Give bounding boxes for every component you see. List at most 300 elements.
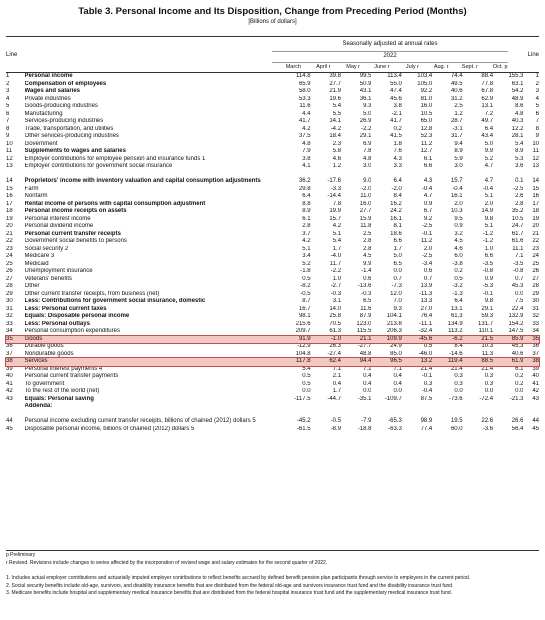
- value-cell: 76.4: [420, 313, 433, 319]
- row-label: Nondurable goods: [24, 350, 74, 357]
- value-cell: 65.0: [420, 118, 433, 124]
- value-cell: 85.0: [390, 350, 402, 357]
- line-number: 16: [6, 193, 13, 199]
- value-cell: 7.8: [363, 148, 372, 154]
- value-cell: 5.5: [332, 110, 342, 117]
- value-cell: 11.2: [421, 238, 433, 244]
- value-cell: 4.2: [302, 125, 311, 132]
- note-revised: r Revised. Revisions include changes to series affected by the incorporation of revised wage and salary estimates for the second quarter of 2022.: [6, 559, 328, 566]
- value-cell: 11.3: [481, 350, 494, 357]
- value-cell: 0.3: [423, 380, 433, 387]
- row-label: Social security 2: [24, 245, 69, 252]
- value-cell: 8.4: [454, 343, 463, 349]
- line-number: 37: [6, 350, 13, 357]
- value-cell: 40.6: [511, 350, 524, 357]
- value-cell: 9.8: [484, 215, 494, 222]
- value-cell: 13.9: [420, 283, 433, 289]
- value-cell: 21.5: [463, 336, 493, 344]
- value-cell: 43.1: [359, 88, 372, 94]
- value-cell: 3.2: [454, 230, 463, 237]
- line-number: 20: [6, 223, 13, 229]
- row-label: Goods-producing industries: [24, 103, 98, 109]
- value-cell: -1.0: [311, 336, 341, 344]
- value-cell: 0.3: [454, 380, 463, 387]
- value-cell: 31.2: [450, 95, 463, 102]
- value-cell: 11.6: [360, 305, 372, 312]
- value-cell: 7.1: [363, 365, 372, 372]
- value-cell: 65.9: [298, 80, 311, 87]
- line-number: 6: [6, 110, 10, 117]
- value-cell: 60.0: [450, 425, 463, 432]
- value-cell: 88.5: [463, 358, 493, 366]
- row-label: Trade, transportation, and utilities: [24, 125, 114, 132]
- value-cell: 2.5: [454, 103, 463, 109]
- value-cell: -3.3: [330, 185, 342, 192]
- value-cell: 40.6: [450, 88, 463, 94]
- value-cell: 109.9: [371, 336, 401, 344]
- value-cell: 8.9: [454, 148, 463, 154]
- value-cell: 49.5: [450, 80, 463, 87]
- month-header: July r: [405, 64, 419, 70]
- value-cell: -2.5: [421, 253, 433, 259]
- value-cell: -21.3: [509, 395, 524, 402]
- value-cell: 7.6: [393, 148, 402, 154]
- value-cell: [341, 403, 371, 411]
- value-cell: 41.7: [298, 118, 311, 124]
- value-cell: [463, 403, 493, 411]
- value-cell: -17.6: [327, 178, 342, 184]
- month-header: March: [285, 64, 301, 70]
- value-cell: 10.3: [481, 343, 494, 349]
- value-cell: 5.1: [484, 193, 494, 199]
- table-row: [6, 141, 539, 149]
- line-number: 45: [6, 425, 13, 432]
- value-cell: 155.3: [508, 73, 524, 79]
- row-label: Equals: Disposable personal income: [24, 313, 130, 319]
- table-row: [6, 396, 539, 404]
- line-number: 7: [6, 118, 10, 124]
- value-cell: -32.4: [418, 328, 433, 334]
- value-cell: 3.0: [454, 163, 463, 169]
- table-row: [6, 351, 539, 359]
- value-cell: 21.4: [420, 365, 433, 372]
- value-cell: 45.3: [511, 343, 524, 349]
- value-cell: -2.1: [391, 110, 402, 117]
- row-label: Disposable personal income, billions of chained (2012) dollars 5: [24, 425, 195, 432]
- value-cell: 16.1: [390, 215, 402, 222]
- value-cell: 113.4: [387, 73, 402, 79]
- line-number-right: 8: [535, 125, 539, 132]
- line-number: 8: [6, 125, 10, 132]
- line-number-right: 7: [535, 118, 539, 124]
- line-number-right: 26: [532, 268, 539, 274]
- value-cell: 0.4: [363, 373, 372, 379]
- line-number: 25: [6, 260, 13, 267]
- line-number-right: 19: [532, 215, 539, 222]
- line-number: 15: [6, 185, 13, 192]
- value-cell: 91.9: [280, 336, 310, 344]
- line-number-right: 27: [532, 275, 539, 282]
- value-cell: 0.5: [454, 275, 463, 282]
- value-cell: 6.1: [423, 155, 433, 162]
- value-cell: 1.7: [393, 245, 402, 252]
- value-cell: 13.2: [402, 358, 432, 366]
- row-label: Supplements to wages and salaries: [24, 148, 126, 154]
- value-cell: 6.9: [363, 140, 372, 147]
- line-number-right: 31: [532, 305, 539, 312]
- value-cell: 49.7: [481, 118, 494, 124]
- table-row: [6, 313, 539, 321]
- row-label: Medicare 3: [24, 253, 55, 259]
- value-cell: 7.8: [332, 200, 342, 207]
- value-cell: -109.7: [384, 395, 402, 402]
- table-row: [6, 366, 539, 374]
- line-number-right: 5: [535, 103, 539, 109]
- table-row: [6, 328, 539, 336]
- value-cell: 52.3: [420, 133, 433, 139]
- value-cell: 5.4: [332, 238, 342, 244]
- value-cell: -45.2: [296, 418, 311, 424]
- value-cell: 11.1: [512, 245, 524, 252]
- value-cell: 24.9: [390, 343, 402, 349]
- value-cell: 9.0: [363, 178, 372, 184]
- table-title: Table 3. Personal Income and Its Disposition, Change from Preceding Period (Months): [78, 6, 467, 17]
- row-label: Farm: [24, 185, 39, 192]
- value-cell: 0.2: [393, 125, 402, 132]
- line-number-right: 21: [532, 230, 539, 237]
- value-cell: -3.1: [452, 125, 463, 132]
- value-cell: -14.4: [327, 193, 342, 199]
- table-row: [6, 283, 539, 291]
- value-cell: 5.4: [332, 103, 342, 109]
- value-cell: 5.1: [302, 245, 311, 252]
- row-label: Personal consumption expenditures: [24, 328, 120, 334]
- row-label: Other current transfer receipts, from business (net): [24, 290, 160, 297]
- line-number-right: 25: [532, 260, 539, 267]
- value-cell: 0.3: [484, 373, 494, 379]
- value-cell: 119.4: [432, 358, 462, 366]
- value-cell: 4.5: [363, 253, 372, 259]
- value-cell: -8.9: [330, 425, 342, 432]
- year-header: 2022: [272, 51, 508, 59]
- table-row: [6, 388, 539, 396]
- value-cell: 98.1: [298, 313, 311, 319]
- value-cell: -117.5: [294, 395, 311, 402]
- value-cell: -7.3: [391, 283, 402, 289]
- value-cell: -1.2: [482, 230, 494, 237]
- value-cell: 7.1: [393, 365, 402, 372]
- value-cell: 50.9: [359, 80, 372, 87]
- value-cell: -0.5: [300, 290, 311, 297]
- value-cell: 154.2: [508, 320, 524, 327]
- value-cell: 9.5: [454, 215, 463, 222]
- line-number: 44: [6, 418, 13, 424]
- value-cell: 2.8: [363, 238, 372, 244]
- value-cell: -7.9: [361, 418, 372, 424]
- value-cell: -1.2: [482, 238, 494, 244]
- value-cell: -44.7: [327, 395, 342, 402]
- line-number: 23: [6, 245, 13, 252]
- value-cell: 4.2: [332, 223, 342, 229]
- value-cell: 0.6: [363, 275, 372, 282]
- line-number-right: 14: [532, 178, 539, 184]
- value-cell: 12.2: [511, 125, 524, 132]
- line-number: 12: [6, 155, 13, 162]
- value-cell: 0.9: [454, 223, 463, 229]
- value-cell: 4.8: [515, 110, 524, 117]
- line-number: 19: [6, 215, 13, 222]
- value-cell: 4.3: [423, 178, 433, 184]
- value-cell: 0.4: [363, 380, 372, 387]
- row-label: Other services-producing industries: [24, 133, 119, 139]
- line-number: 26: [6, 268, 13, 274]
- value-cell: 41.5: [390, 133, 402, 139]
- line-number-right: 33: [532, 320, 539, 327]
- value-cell: 15.7: [329, 215, 342, 222]
- month-header: Sept. r: [461, 64, 478, 70]
- line-number-right: 10: [532, 140, 539, 147]
- value-cell: -3.4: [421, 260, 433, 267]
- value-cell: 0.4: [393, 373, 402, 379]
- value-cell: -14.6: [448, 350, 463, 357]
- line-number: 13: [6, 163, 13, 169]
- value-cell: 13.3: [420, 298, 433, 304]
- value-cell: [311, 403, 341, 411]
- row-label: Personal current transfer receipts: [24, 230, 121, 237]
- value-cell: 134.9: [447, 320, 463, 327]
- value-cell: -2.5: [421, 223, 433, 229]
- value-cell: 3.1: [332, 298, 342, 304]
- line-number-right: 2: [535, 80, 539, 87]
- value-cell: -65.3: [388, 418, 402, 424]
- value-cell: 41.7: [390, 118, 402, 124]
- value-cell: -0.1: [421, 230, 433, 237]
- value-cell: 2.3: [332, 140, 342, 147]
- value-cell: 215.6: [295, 320, 311, 327]
- value-cell: 14.9: [481, 208, 494, 214]
- value-cell: 26.3: [329, 343, 342, 349]
- value-cell: 2.6: [515, 193, 524, 199]
- value-cell: 77.4: [420, 425, 433, 432]
- value-cell: 5.9: [454, 155, 463, 162]
- value-cell: -2.2: [330, 268, 342, 274]
- value-cell: -45.6: [402, 336, 432, 344]
- line-number-right: 30: [532, 298, 539, 304]
- row-label: Personal income receipts on assets: [24, 208, 127, 214]
- line-header-right: Line: [527, 52, 539, 58]
- value-cell: 0.0: [515, 290, 524, 297]
- value-cell: 22.6: [481, 418, 494, 424]
- table-row: [6, 171, 539, 186]
- value-cell: 6.1: [302, 215, 311, 222]
- line-number-right: 11: [532, 148, 539, 154]
- value-cell: 1.0: [332, 275, 342, 282]
- value-cell: 36.1: [359, 95, 372, 102]
- value-cell: 0.7: [515, 275, 524, 282]
- line-number-right: 44: [532, 418, 539, 424]
- table-row: [6, 216, 539, 224]
- value-cell: -3.5: [482, 260, 494, 267]
- value-cell: -46.0: [418, 350, 433, 357]
- value-cell: [402, 403, 432, 411]
- table-row: [6, 231, 539, 239]
- bottom-rule: [6, 550, 539, 551]
- row-label: Less: Contributions for government social insurance, domestic: [24, 298, 206, 304]
- line-number-right: 38: [523, 358, 539, 366]
- line-number: 27: [6, 275, 13, 282]
- row-label: Proprietors' income with inventory valuation and capital consumption adjustments: [24, 178, 261, 184]
- value-cell: 39.8: [329, 73, 342, 79]
- value-cell: 9.9: [363, 260, 372, 267]
- value-cell: 0.2: [515, 380, 524, 387]
- table-row: [6, 411, 539, 426]
- value-cell: 1.2: [454, 110, 463, 117]
- row-label: To government: [24, 380, 65, 387]
- value-cell: 5.0: [484, 140, 494, 147]
- value-cell: 19.9: [329, 208, 342, 214]
- value-cell: 8.8: [302, 200, 311, 207]
- value-cell: 48.8: [359, 350, 372, 357]
- line-number-right: 40: [532, 373, 539, 379]
- table-row: [6, 186, 539, 194]
- table-subtitle: [Billions of dollars]: [248, 19, 297, 25]
- table-row: [6, 208, 539, 216]
- row-label: Goods: [25, 336, 281, 344]
- table-row: [6, 321, 539, 329]
- row-label: Wages and salaries: [24, 88, 81, 94]
- line-number: 4: [6, 95, 10, 102]
- value-cell: 15.7: [450, 178, 463, 184]
- line-number-right: 42: [532, 388, 539, 394]
- line-number-right: 23: [532, 245, 539, 252]
- line-number: 39: [6, 365, 13, 372]
- month-header: Aug. r: [433, 64, 449, 70]
- value-cell: 29.8: [298, 185, 311, 192]
- value-cell: 87.5: [420, 395, 433, 402]
- line-number-right: 15: [532, 185, 539, 192]
- value-cell: [493, 403, 523, 411]
- value-cell: -11.1: [419, 320, 433, 327]
- value-cell: -0.4: [482, 185, 494, 192]
- value-cell: 0.3: [484, 380, 494, 387]
- value-cell: 8.7: [302, 298, 311, 304]
- value-cell: 4.2: [302, 238, 311, 244]
- value-cell: 4.1: [302, 163, 311, 169]
- note-3: 3. Medicare benefits include hospital and supplementary medical insurance benefits that are distributed from the federal hospital insurance trust fund and the supplementary medical insurance trust fund.: [6, 590, 453, 596]
- line-number: 34: [6, 328, 13, 334]
- line-number: 40: [6, 373, 13, 379]
- value-cell: -0.8: [482, 268, 494, 274]
- note-preliminary: p Preliminary: [6, 552, 36, 558]
- value-cell: 105.0: [417, 80, 433, 87]
- value-cell: 6.6: [484, 253, 494, 259]
- value-cell: 0.3: [454, 373, 463, 379]
- value-cell: 16.7: [298, 305, 311, 312]
- value-cell: 6.4: [484, 125, 494, 132]
- line-number-right: 28: [532, 283, 539, 289]
- row-label: Equals: Personal saving: [24, 395, 94, 402]
- value-cell: 11.7: [329, 260, 342, 267]
- table-row: [6, 373, 539, 381]
- seasonal-header: Seasonally adjusted at annual rates: [342, 41, 438, 47]
- value-cell: -1.4: [361, 268, 372, 274]
- value-cell: 10.5: [511, 215, 524, 222]
- value-cell: 27.0: [420, 305, 433, 312]
- value-cell: -0.4: [452, 185, 463, 192]
- value-cell: 6.0: [454, 253, 463, 259]
- value-cell: -0.1: [482, 290, 494, 297]
- value-cell: 2.1: [332, 373, 342, 379]
- value-cell: 0.7: [423, 275, 433, 282]
- value-cell: 18.6: [390, 230, 402, 237]
- table-row: [6, 298, 539, 306]
- top-rule: [6, 36, 539, 37]
- value-cell: 7.5: [515, 298, 524, 304]
- value-cell: 3.4: [302, 253, 311, 259]
- value-cell: 4.8: [363, 155, 372, 162]
- value-cell: 2.8: [363, 245, 372, 252]
- value-cell: 1.2: [332, 163, 342, 169]
- value-cell: -3.8: [452, 260, 463, 267]
- value-cell: 104.8: [295, 350, 311, 357]
- value-cell: 0.2: [454, 268, 463, 274]
- value-cell: 0.0: [363, 388, 372, 394]
- value-cell: 5.1: [484, 223, 494, 229]
- line-number: 43: [6, 395, 13, 402]
- value-cell: 62.4: [311, 358, 341, 366]
- value-cell: -4.0: [330, 253, 342, 259]
- line-number-right: 37: [532, 350, 539, 357]
- line-number: 36: [6, 343, 13, 349]
- line-number-right: 36: [532, 343, 539, 349]
- row-label: Personal interest payments 4: [24, 365, 103, 372]
- value-cell: 113.2: [448, 328, 463, 334]
- value-cell: 9.2: [423, 215, 433, 222]
- line-number-right: 13: [532, 163, 539, 169]
- value-cell: -4.2: [330, 125, 342, 132]
- value-cell: 4.8: [302, 140, 311, 147]
- value-cell: 115.5: [356, 328, 372, 334]
- value-cell: 10.3: [450, 208, 463, 214]
- value-cell: -5.3: [482, 283, 494, 289]
- line-number-right: 17: [532, 200, 539, 207]
- line-number: 41: [6, 380, 13, 387]
- value-cell: 74.4: [450, 73, 463, 79]
- line-number-right: 41: [532, 380, 539, 387]
- table-row: [6, 246, 539, 254]
- table-row: [6, 336, 539, 344]
- value-cell: 19.5: [450, 418, 463, 424]
- value-cell: -13.6: [357, 283, 372, 289]
- value-cell: 61.3: [450, 313, 463, 319]
- value-cell: -0.5: [330, 418, 342, 424]
- line-number-right: 43: [532, 395, 539, 402]
- value-cell: 4.4: [302, 110, 311, 117]
- value-cell: 5.4: [302, 365, 311, 372]
- value-cell: 3.8: [393, 103, 402, 109]
- value-cell: 6.6: [393, 238, 402, 244]
- line-number-right: 35: [523, 336, 539, 344]
- line-number: 14: [6, 178, 13, 184]
- value-cell: -0.3: [361, 290, 372, 297]
- month-header: Oct. p: [492, 64, 508, 70]
- value-cell: 132.9: [508, 313, 524, 319]
- value-cell: 29.1: [359, 133, 372, 139]
- value-cell: 43.4: [481, 133, 494, 139]
- line-number: 31: [6, 305, 13, 312]
- month-headers: [272, 62, 508, 72]
- table-row: [6, 358, 539, 366]
